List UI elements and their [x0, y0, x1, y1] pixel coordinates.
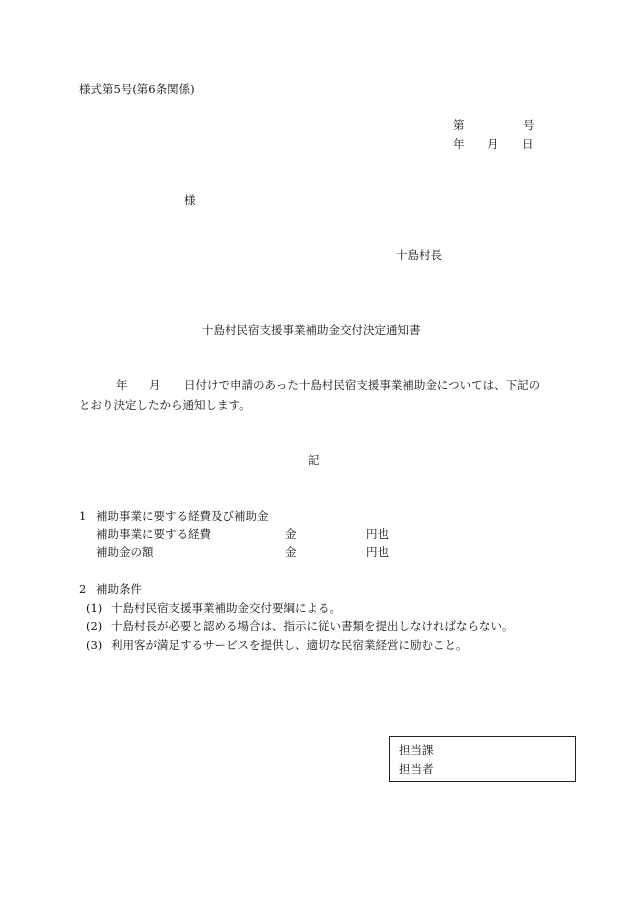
sender: 十島村長 [396, 248, 442, 262]
section1-heading: 補助事業に要する経費及び補助金 [96, 509, 269, 523]
cost-yen: 円也 [366, 527, 389, 541]
ki-heading: 記 [308, 453, 320, 467]
condition-number: (3) [86, 638, 103, 652]
date-day: 日 [522, 137, 534, 151]
subsidy-kin: 金 [285, 545, 297, 559]
subsidy-label: 補助金の額 [96, 545, 154, 559]
subsidy-yen: 円也 [366, 545, 389, 559]
section2-heading: 補助条件 [96, 582, 142, 596]
body-year: 年 [116, 378, 128, 392]
contact-dept: 担当課 [399, 743, 434, 757]
cost-label: 補助事業に要する経費 [96, 527, 211, 541]
document-title: 十島村民宿支援事業補助金交付決定通知書 [202, 323, 421, 337]
body-line2: とおり決定したから通知します。 [79, 398, 251, 412]
condition-text: 十島村長が必要と認める場合は、指示に従い書類を提出しなければならない。 [111, 619, 514, 633]
section1-number: 1 [79, 509, 87, 523]
condition-text: 十島村民宿支援事業補助金交付要綱による。 [111, 601, 341, 615]
condition-number: (2) [86, 619, 103, 633]
doc-number-suffix: 号 [523, 118, 535, 132]
contact-person: 担当者 [399, 762, 434, 776]
addressee-suffix: 様 [184, 193, 196, 207]
doc-number-prefix: 第 [453, 118, 465, 132]
section2-number: 2 [79, 582, 87, 596]
condition-text: 利用客が満足するサービスを提供し、適切な民宿業経営に励むこと。 [111, 638, 468, 652]
cost-kin: 金 [285, 527, 297, 541]
condition-number: (1) [86, 601, 103, 615]
body-line1: 日付けで申請のあった十島村民宿支援事業補助金については、下記の [184, 378, 541, 392]
date-month: 月 [487, 137, 499, 151]
date-year: 年 [453, 137, 465, 151]
body-month: 月 [149, 378, 161, 392]
contact-box [389, 736, 576, 782]
form-label: 様式第5号(第6条関係) [79, 82, 195, 96]
